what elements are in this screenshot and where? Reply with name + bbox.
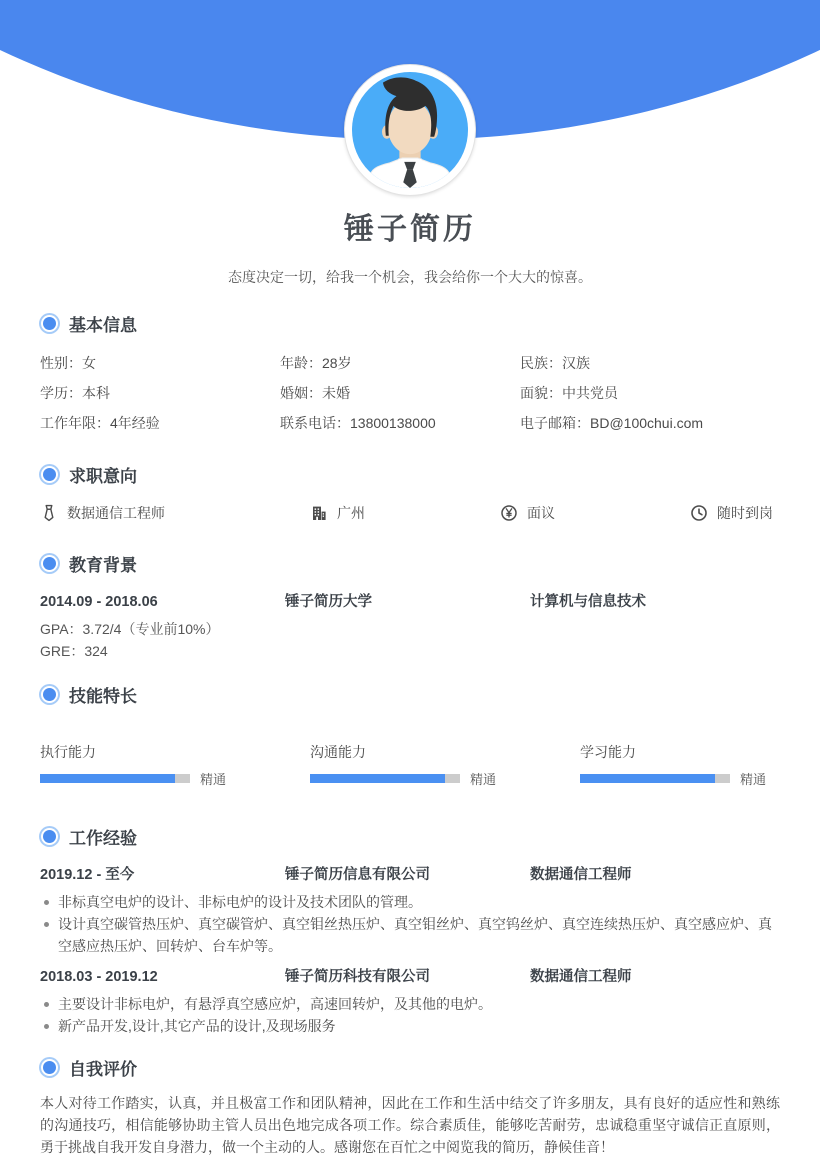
- clock-icon: [690, 504, 708, 522]
- skill-item: [40, 743, 310, 788]
- info-item-degree: 学历：本科: [40, 385, 110, 401]
- info-item-age: 年龄：28岁: [280, 355, 352, 371]
- job-intent-row: [40, 503, 780, 523]
- job-bullet: 非标真空电炉的设计、非标电炉的设计及技术团队的管理。: [40, 891, 780, 913]
- intent-item-position: [40, 503, 310, 523]
- info-item-party: 面貌：中共党员: [520, 385, 618, 401]
- section-title: 基本信息: [69, 316, 137, 335]
- gpa-line: GPA：3.72/4（专业前10%）: [40, 621, 220, 637]
- resume-content: [0, 311, 820, 1158]
- section-title: 教育背景: [69, 556, 137, 575]
- intent-label: 广州: [337, 505, 365, 521]
- tie-icon: [40, 504, 58, 522]
- job-bullet-list: [40, 891, 780, 957]
- job-bullet: 设计真空碳管热压炉、真空碳管炉、真空钼丝热压炉、真空钼丝炉、真空钨丝炉、真空连续热压炉、真空感应炉、真空感应热压炉、回转炉、台车炉等。: [40, 913, 780, 957]
- intent-label: 随时到岗: [717, 505, 773, 521]
- yen-circle-icon: [500, 504, 518, 522]
- job-company: 锤子简历信息有限公司: [285, 867, 430, 883]
- skill-item: [580, 743, 780, 788]
- intent-label: 数据通信工程师: [67, 505, 165, 521]
- job-header-row: [40, 865, 780, 885]
- section-heading-skills: [40, 682, 780, 707]
- section-bullet-icon: [43, 688, 56, 701]
- edu-major: 计算机与信息技术: [530, 594, 646, 610]
- section-title: 技能特长: [69, 687, 137, 706]
- intent-item-availability: [690, 503, 773, 523]
- education-header-row: [40, 592, 780, 612]
- building-icon: [310, 504, 328, 522]
- intent-item-city: [310, 503, 500, 523]
- section-title: 工作经验: [69, 829, 137, 848]
- info-item-phone: 联系电话：13800138000: [280, 415, 436, 431]
- section-heading-work: [40, 824, 780, 849]
- basic-info-grid: [40, 348, 780, 438]
- gre-line: GRE：324: [40, 643, 108, 659]
- job-period: 2019.12 - 至今: [40, 867, 135, 883]
- job-period: 2018.03 - 2019.12: [40, 969, 158, 985]
- avatar-portrait: [352, 72, 468, 188]
- info-item-years: 工作年限：4年经验: [40, 415, 160, 431]
- page-header: [0, 0, 820, 200]
- skill-bar: [40, 774, 190, 783]
- skill-name: 沟通能力: [310, 744, 366, 760]
- skills-grid: [40, 743, 780, 788]
- job-bullet: 新产品开发,设计,其它产品的设计,及现场服务: [40, 1015, 780, 1037]
- job-bullet: 主要设计非标电炉，有悬浮真空感应炉，高速回转炉，及其他的电炉。: [40, 993, 780, 1015]
- intent-label: 面议: [527, 505, 555, 521]
- section-title: 自我评价: [69, 1060, 137, 1079]
- job-company: 锤子简历科技有限公司: [285, 969, 430, 985]
- section-heading-self-eval: [40, 1055, 780, 1080]
- section-bullet-icon: [43, 557, 56, 570]
- page-tagline: 态度决定一切，给我一个机会，我会给你一个大大的惊喜。: [228, 269, 592, 285]
- job-role: 数据通信工程师: [530, 969, 632, 985]
- info-item-gender: 性别：女: [40, 355, 96, 371]
- skill-name: 学习能力: [580, 744, 636, 760]
- avatar: [344, 64, 476, 196]
- edu-period: 2014.09 - 2018.06: [40, 594, 158, 610]
- education-details: [40, 618, 780, 662]
- self-eval-text: 本人对待工作踏实，认真，并且极富工作和团队精神，因此在工作和生活中结交了许多朋友，具有良好的适应性和熟练的沟通技巧，相信能够协助主管人员出色地完成各项工作。综合素质佳，能够吃苦耐劳，忠诚稳重坚守诚信正直原则，勇于挑战自我开发自身潜力，做一个主动的人。感谢您在百忙之中阅览我的简历，静候佳音！: [40, 1095, 780, 1155]
- skill-bar-fill: [310, 774, 445, 783]
- intent-item-salary: [500, 503, 690, 523]
- man-portrait-illustration: [352, 72, 468, 188]
- section-title: 求职意向: [69, 467, 137, 486]
- job-header-row: [40, 967, 780, 987]
- skill-level: 精通: [740, 772, 767, 787]
- page-title: 锤子简历: [344, 213, 476, 246]
- skill-bar-fill: [580, 774, 715, 783]
- info-item-email: 电子邮箱：BD@100chui.com: [520, 415, 704, 431]
- section-heading-basic-info: [40, 311, 780, 336]
- skill-bar: [580, 774, 730, 783]
- skill-level: 精通: [470, 772, 497, 787]
- job-bullet-list: [40, 993, 780, 1037]
- section-bullet-icon: [43, 830, 56, 843]
- job-role: 数据通信工程师: [530, 867, 632, 883]
- section-heading-job-intent: [40, 462, 780, 487]
- edu-school: 锤子简历大学: [285, 594, 372, 610]
- section-bullet-icon: [43, 1061, 56, 1074]
- skill-bar: [310, 774, 460, 783]
- info-item-ethnic: 民族：汉族: [520, 355, 590, 371]
- skill-level: 精通: [200, 772, 227, 787]
- section-bullet-icon: [43, 468, 56, 481]
- skill-bar-fill: [40, 774, 175, 783]
- info-item-marital: 婚姻：未婚: [280, 385, 350, 401]
- skill-item: [310, 743, 580, 788]
- section-bullet-icon: [43, 317, 56, 330]
- skill-name: 执行能力: [40, 744, 96, 760]
- section-heading-education: [40, 551, 780, 576]
